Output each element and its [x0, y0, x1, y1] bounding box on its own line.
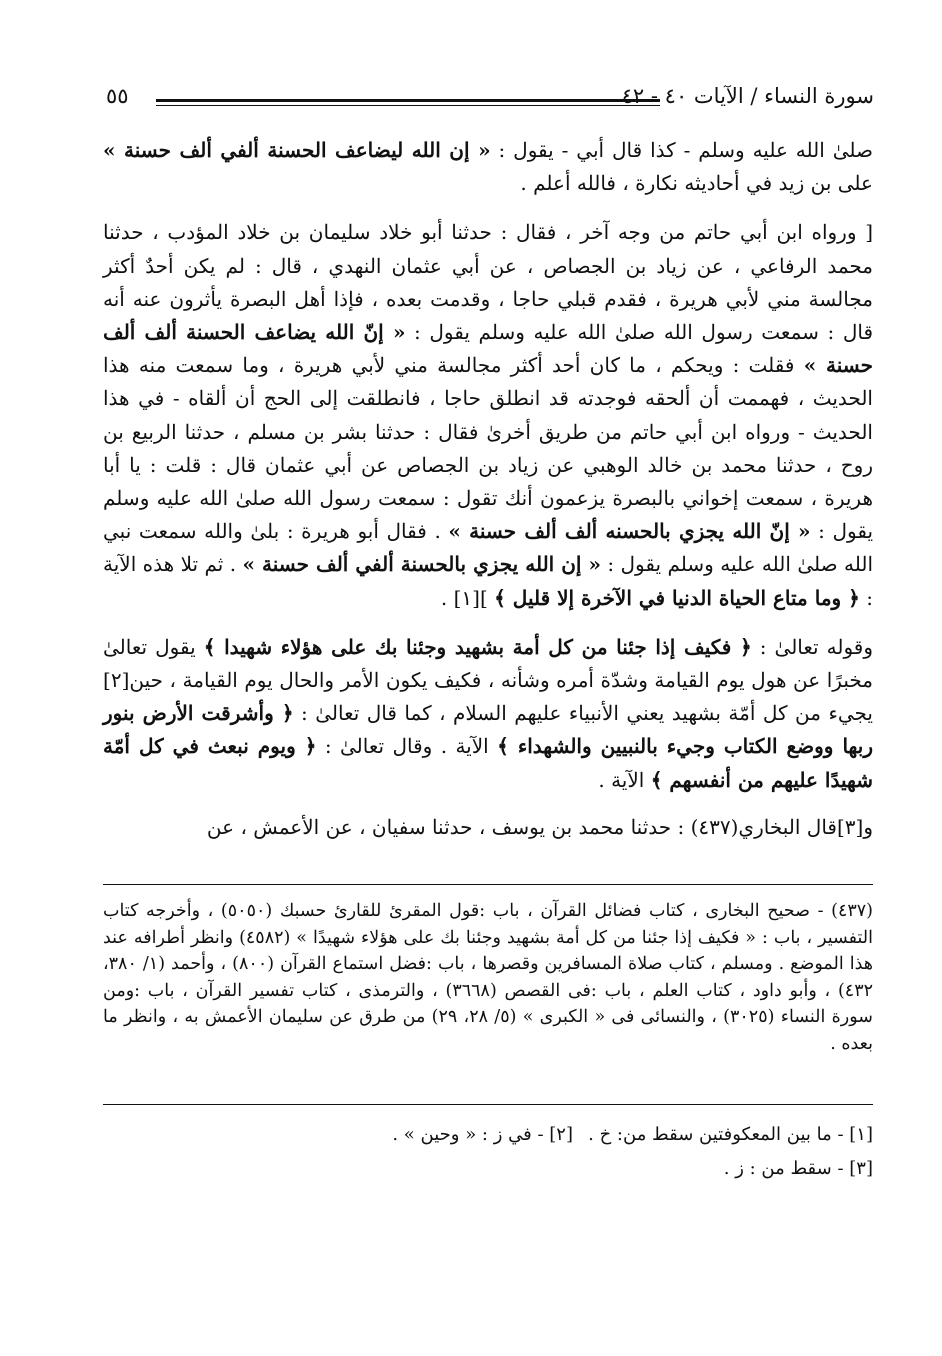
text-run: الآية . — [598, 767, 651, 792]
quran-verse: ﴿ وأشرقت الأرض بنور ربها ووضع الكتاب وجيء بالنبيين والشهداء ﴾ — [103, 701, 873, 759]
hadith-quote: « إن الله يجزي بالحسنة ألفي ألف حسنة » — [242, 552, 601, 577]
footnote-437: (٤٣٧) - صحيح البخارى ، كتاب فضائل القرآن ، باب :قول المقرئ للقارئ حسبك (٥٠٥٠) ، وأخرجه كتاب التفسير ، باب : « فكيف إذا جئنا من كل أمة بشهيد وجئنا بك على هؤلاء شهيدًا » (٤٥٨٢) وانظر أطرافه عند هذا الموضع . ومسلم ، كتاب صلاة المسافرين وقصرها ، باب :فضل استماع القرآن (٨٠٠) ، وأحمد (١/ ٣٨٠، ٤٣٢) ، وأبو داود ، كتاب العلم ، باب :فى القصص (٣٦٦٨) ، والترمذى ، كتاب تفسير القرآن ، باب :ومن سورة النساء (٣٠٢٥) ، والنسائى فى « الكبرى » (٥/ ٢٨، ٢٩) من طرق عن سليمان الأعمش به ، وانظر ما بعده . — [103, 901, 873, 1054]
text-run: فقلت : ويحكم ، ما كان أحد أكثر مجالسة مني لأبي هريرة ، وما سمعت منه هذا الحديث ، فهممت أن ألحقه فوجدته قد انطلق حاجا ، فانطلقت إلى الحج أن ألقاه - في هذا الحديث - ورواه ابن أبي حاتم من طريق أخرىٰ فقال : حدثنا بشر بن مسلم ، حدثنا الربيع بن روح ، حدثنا محمد بن خالد الوهبي عن زياد بن الجصاص عن أبي عثمان قال : قلت : يا أبا هريرة ، سمعت إخواني بالبصرة يزعمون أنك تقول : سمعت رسول الله صلىٰ الله عليه وسلم يقول : — [103, 353, 874, 544]
text-run: صلىٰ الله عليه وسلم - كذا قال أبي - يقول : — [490, 138, 873, 162]
text-run: الآية . وقال تعالىٰ : — [316, 734, 498, 759]
editor-notes — [103, 1118, 873, 1186]
main-text — [103, 134, 873, 844]
paragraph-1 — [103, 134, 873, 200]
hadith-quote: « إنّ الله يضاعف الحسنة ألف ألف حسنة » — [103, 320, 873, 378]
quran-verse: ﴿ وما متاع الحياة الدنيا في الآخرة إلا قليل ﴾ — [494, 585, 860, 610]
page-number: ٥٥ — [106, 84, 129, 108]
text-run: على بن زيد في أحاديثه نكارة ، فالله أعلم . — [520, 171, 873, 196]
paragraph-2 — [103, 216, 873, 614]
quran-verse: ﴿ ويوم نبعث في كل أمّة شهيدًا عليهم من أنفسهم ﴾ — [103, 734, 873, 792]
text-run: يقول تعالىٰ مخبرًا عن هول يوم القيامة وشدّة أمره وشأنه ، فكيف يكون الأمر والحال يوم القيامة ، حين[٢] يجيء من كل أمّة بشهيد يعني الأنبياء عليهم السلام ، كما قال تعالىٰ : — [103, 634, 873, 726]
text-run: . فقال أبو هريرة : بلىٰ والله سمعت نبي الله صلىٰ الله عليه وسلم يقول : — [103, 519, 873, 577]
editor-notes-row — [103, 1118, 873, 1152]
text-run: وقوله تعالىٰ : — [751, 634, 874, 659]
paragraph-3 — [103, 631, 873, 797]
text-run: . ثم تلا هذه الآية : — [103, 552, 873, 610]
paragraph-4: و[٣]قال البخاري(٤٣٧) : حدثنا محمد بن يوسف ، حدثنا سفيان ، عن الأعمش ، عن — [206, 814, 873, 839]
header-rule-thin — [156, 105, 660, 106]
editor-note-2: [٢] - في ز : « وحين » . — [392, 1124, 573, 1145]
text-run: ][١] . — [440, 585, 495, 610]
header-rule — [156, 99, 660, 102]
editor-notes-separator — [103, 1104, 873, 1105]
running-header — [100, 80, 874, 120]
page-title: سورة النساء / الآيات ٤٠ - ٤٢ — [621, 84, 874, 108]
text-run: [ ورواه ابن أبي حاتم من وجه آخر ، فقال : حدثنا أبو خلاد سليمان بن خلاد المؤدب ، حدثنا محمد الرفاعي ، عن زياد بن الجصاص ، عن أبي عثمان النهدي ، قال : لم يكن أحدٌ أكثر مجالسة مني لأبي هريرة ، فقدم قبلي حاجا ، وقدمت بعده ، فإذا أهل البصرة يأثرون عنه أنه قال : سمعت رسول الله صلىٰ الله عليه وسلم يقول : — [103, 220, 874, 345]
hadith-quote: « إن الله ليضاعف الحسنة ألفي ألف حسنة » — [103, 138, 491, 162]
footnote-block — [103, 898, 873, 1058]
footnote-separator — [103, 884, 873, 885]
quran-verse: ﴿ فكيف إذا جئنا من كل أمة بشهيد وجئنا بك على هؤلاء شهيدا ﴾ — [203, 634, 752, 659]
hadith-quote: « إنّ الله يجزي بالحسنه ألف ألف حسنة » — [448, 519, 811, 544]
editor-note-3: [٣] - سقط من : ز . — [723, 1158, 873, 1179]
editor-notes-row — [103, 1152, 873, 1186]
editor-note-1: [١] - ما بين المعكوفتين سقط من: خ . — [588, 1124, 873, 1145]
